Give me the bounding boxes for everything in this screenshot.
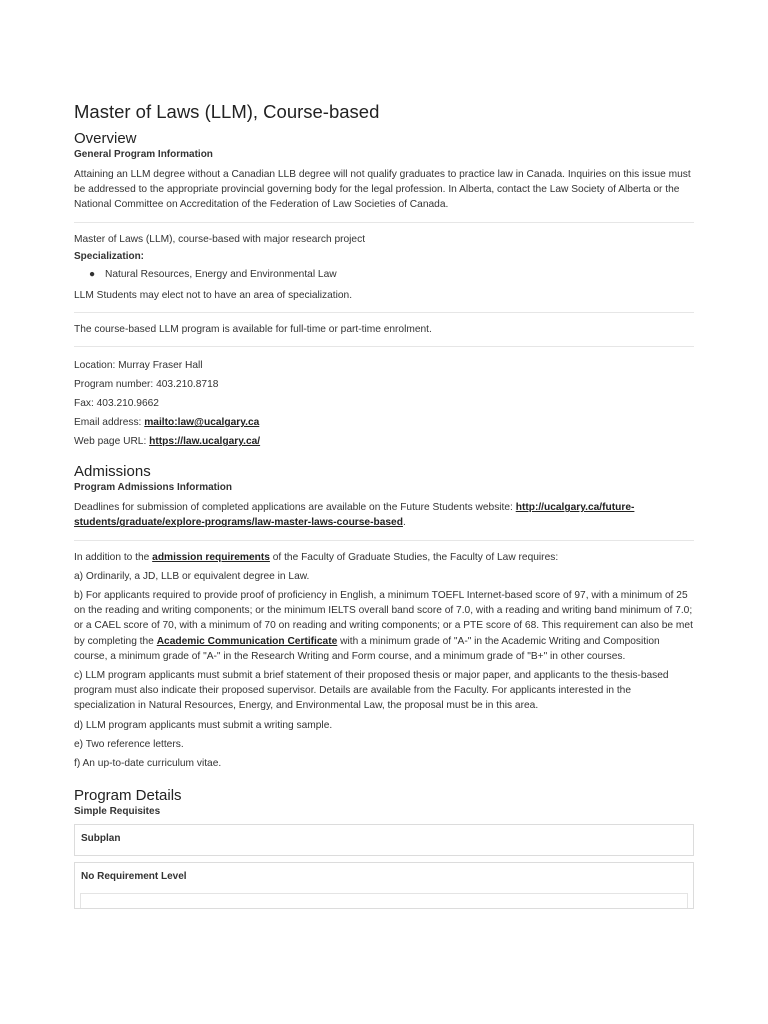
requirement-e: e) Two reference letters. [74, 738, 184, 750]
deadlines-label: Deadlines for submission of completed applications are available on the Future Students website: [74, 502, 516, 514]
requirement-level-box [74, 862, 694, 909]
requirement-a: a) Ordinarily, a JD, LLB or equivalent degree in Law. [74, 570, 310, 582]
requirements-intro [74, 550, 694, 565]
main-content [74, 100, 694, 924]
overview-section [74, 130, 694, 451]
email-row [74, 413, 694, 432]
admission-requirements-link[interactable]: admission requirements [152, 551, 270, 563]
web-label: Web page URL: [74, 436, 150, 448]
specialization-note: LLM Students may elect not to have an area of specialization. [74, 289, 353, 301]
specialization-item [74, 267, 694, 282]
program-type: Master of Laws (LLM), course-based with major research project [74, 233, 366, 245]
admissions-section [74, 463, 694, 771]
email-label: Email address: [74, 417, 145, 429]
fax-number: Fax: 403.210.9662 [74, 398, 159, 410]
specialization-label: Specialization: [74, 250, 145, 262]
deadlines-text [74, 500, 694, 530]
enrolment-text: The course-based LLM program is available for full-time or part-time enrolment. [74, 324, 432, 336]
program-number: Program number: 403.210.8718 [74, 379, 219, 391]
web-link[interactable]: https://law.ucalgary.ca/ [149, 436, 261, 448]
requirement-level-label: No Requirement Level [81, 871, 187, 883]
requirement-d: d) LLM program applicants must submit a writing sample. [74, 719, 333, 731]
web-row [74, 432, 694, 451]
divider [74, 312, 694, 313]
email-link[interactable]: mailto:law@ucalgary.ca [144, 417, 260, 429]
requirement-level-inner [80, 893, 688, 908]
program-details-heading: Program Details [74, 787, 182, 805]
specialization-list [74, 267, 694, 282]
divider [74, 346, 694, 347]
deadlines-end: . [402, 517, 406, 529]
divider [74, 540, 694, 541]
requirement-b [74, 588, 694, 664]
contact-info [74, 356, 694, 451]
location: Location: Murray Fraser Hall [74, 360, 203, 372]
overview-heading: Overview [74, 130, 137, 147]
academic-communication-certificate-link[interactable]: Academic Communication Certificate [156, 635, 338, 647]
admissions-subheading: Program Admissions Information [74, 482, 232, 494]
requirement-f: f) An up-to-date curriculum vitae. [74, 758, 222, 770]
page-title: Master of Laws (LLM), Course-based [74, 101, 380, 122]
specialization-item-label: Natural Resources, Energy and Environmental Law [105, 268, 337, 280]
future-students-link[interactable]: http://ucalgary.ca/future-students/graduate/explore-programs/law-master-laws-course-based [74, 502, 635, 529]
divider [74, 222, 694, 223]
subplan-box [74, 824, 694, 856]
requirement-b-part1: b) For applicants required to provide proof of proficiency in English, a minimum TOEFL Internet-based score of 97, with a minimum of 25 on the reading and writing components; or the minimum IELTS overall band score of 7.0, with a reading and writing band minimum of 7.0; or a CAEL score of 70, with a minimum of 70 on reading and writing components; or a PTE score of 68. This requirement can also be met by completing the [74, 590, 693, 647]
requirements-intro-after: of the Faculty of Graduate Studies, the Faculty of Law requires: [269, 551, 559, 563]
requirement-b-part2: with a minimum grade of "A-" in the Academic Writing and Composition course, a minimum grade of "A-" in the Research Writing and Form course, and a minimum grade of "B+" in other courses. [74, 635, 660, 662]
bullet-icon: ● [89, 268, 96, 280]
subplan-label: Subplan [81, 833, 121, 845]
program-details-subheading: Simple Requisites [74, 806, 161, 818]
requirements-intro-before: In addition to the [74, 551, 153, 563]
program-details-section [74, 787, 694, 909]
admissions-heading: Admissions [74, 463, 151, 481]
requirement-c: c) LLM program applicants must submit a brief statement of their proposed thesis or major paper, and applicants to the thesis-based program must also indicate their proposed supervisor. Details are available from the Faculty. For applicants interested in the specialization in Natural Resources, Energy, and Environmental Law, the proposal must be in this area. [74, 670, 669, 712]
overview-intro: Attaining an LLM degree without a Canadian LLB degree will not qualify graduates to practice law in Canada. Inquiries on this issue must be addressed to the appropriate provincial governing body for the legal profession. In Alberta, contact the Law Society of Alberta or the National Committee on Accreditation of the Federation of Law Societies of Canada. [74, 169, 691, 211]
overview-subheading: General Program Information [74, 149, 213, 160]
